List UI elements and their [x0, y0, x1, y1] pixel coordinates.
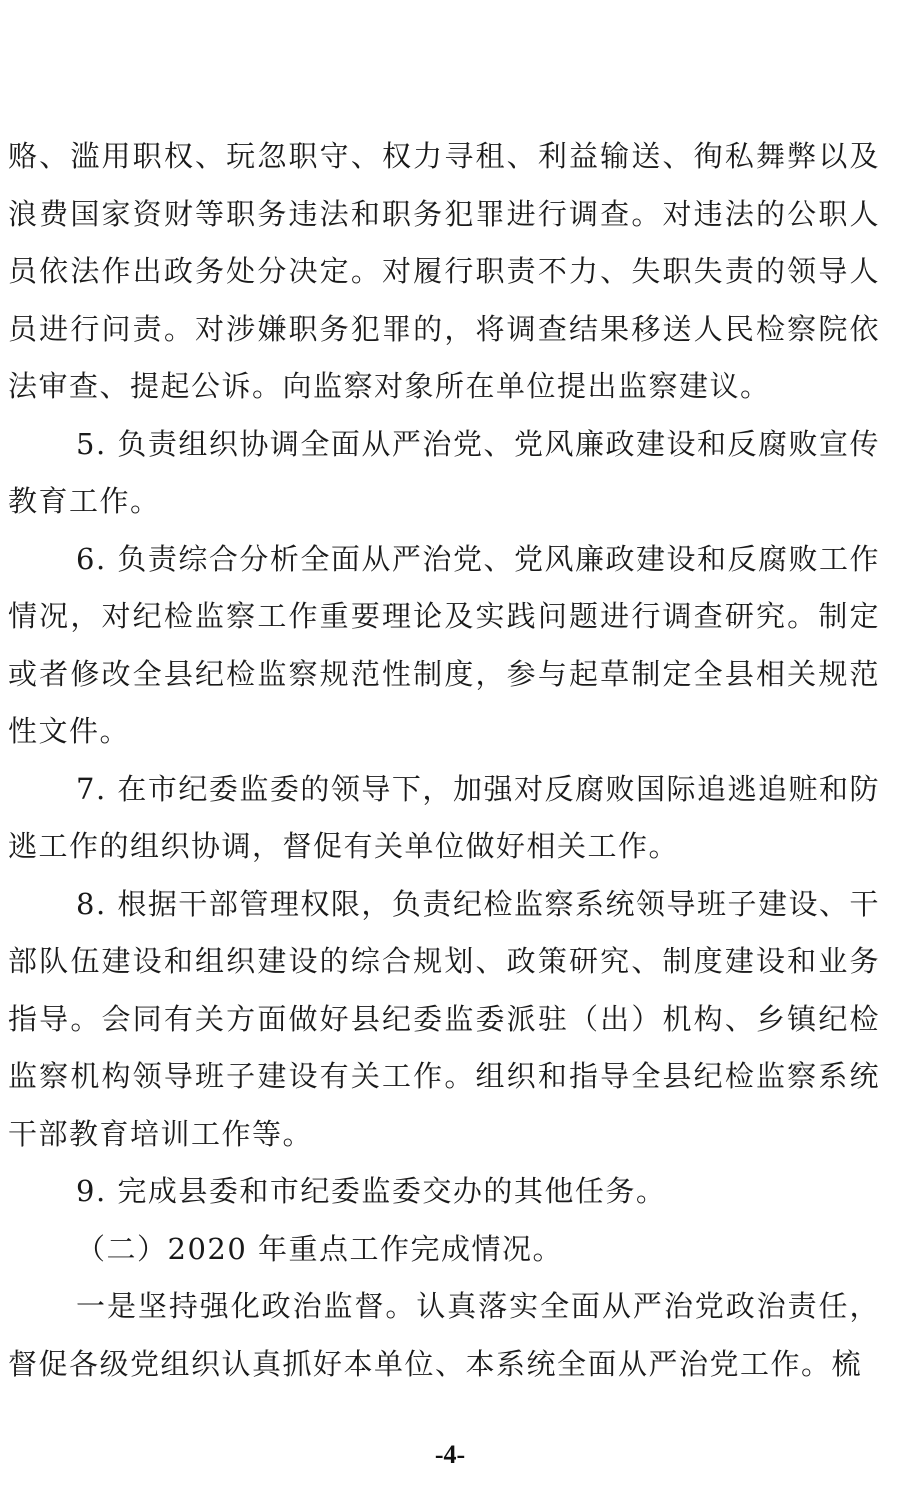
paragraph-6: 9. 完成县委和市纪委监委交办的其他任务。 [76, 1174, 667, 1208]
section-heading: （二）2020 年重点工作完成情况。 [76, 1231, 564, 1266]
paragraph-2: 5. 负责组织协调全面从严治党、党风廉政建设和反腐败宣传教育工作。 [8, 426, 880, 518]
document-body [8, 128, 880, 1393]
paragraph-3: 6. 负责综合分析全面从严治党、党风廉政建设和反腐败工作情况，对纪检监察工作重要理论及实践问题进行调查研究。制定或者修改全县纪检监察规范性制度，参与起草制定全县相关规范性文件。 [8, 541, 880, 748]
paragraph-7: 一是坚持强化政治监督。认真落实全面从严治党政治责任，督促各级党组织认真抓好本单位、本系统全面从严治党工作。梳 [8, 1289, 880, 1381]
paragraph-1: 赂、滥用职权、玩忽职守、权力寻租、利益输送、徇私舞弊以及浪费国家资财等职务违法和职务犯罪进行调查。对违法的公职人员依法作出政务处分决定。对履行职责不力、失职失责的领导人员进行问责。对涉嫌职务犯罪的，将调查结果移送人民检察院依法审查、提起公诉。向监察对象所在单位提出监察建议。 [8, 139, 880, 403]
paragraph-4: 7. 在市纪委监委的领导下，加强对反腐败国际追逃追赃和防逃工作的组织协调，督促有关单位做好相关工作。 [8, 771, 880, 863]
paragraph-5: 8. 根据干部管理权限，负责纪检监察系统领导班子建设、干部队伍建设和组织建设的综合规划、政策研究、制度建设和业务指导。会同有关方面做好县纪委监委派驻（出）机构、乡镇纪检监察机构领导班子建设有关工作。组织和指导全县纪检监察系统干部教育培训工作等。 [8, 886, 880, 1151]
page-number: -4- [434, 1440, 466, 1469]
